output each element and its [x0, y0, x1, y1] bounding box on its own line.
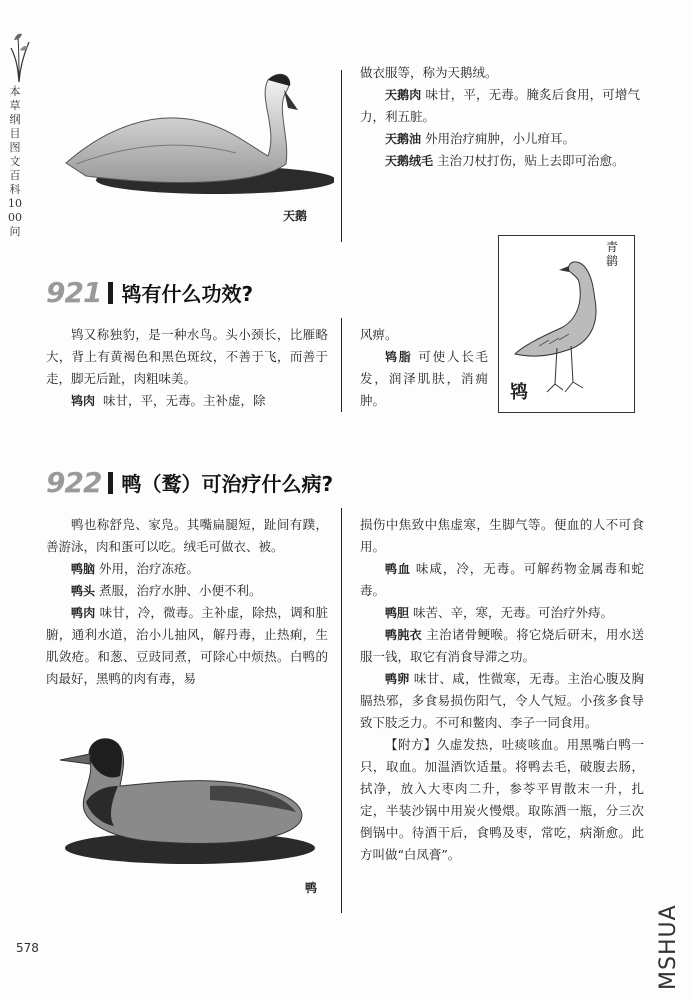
term: 鸭血: [385, 562, 411, 576]
watermark: MSHUA: [656, 904, 681, 990]
paragraph: 风痹。: [360, 327, 398, 342]
term: 鸭胆: [385, 606, 410, 620]
top-right-column: [360, 62, 640, 172]
entry-yadan: [360, 602, 644, 624]
entry-yatou: [46, 580, 328, 602]
entry-baorou: [46, 390, 328, 412]
swan-caption: 天鹅: [283, 209, 308, 223]
question-number: 921: [46, 276, 102, 309]
question-921-heading: [46, 276, 253, 309]
illustration-label-bottom: 鸨: [510, 382, 528, 403]
book-title-vertical: 本草纲目图文百科1000问: [8, 85, 22, 238]
term: 鸭脑: [71, 562, 96, 576]
entry-text: 主治诸骨鲠喉。将它烧后研末，用水送服一钱，取它有消食导滞之功。: [360, 627, 644, 664]
q922-left-column: [46, 514, 328, 690]
entry-yaxue: [360, 558, 644, 602]
entry-text: 味咸，冷，无毒。可解药物金属毒和蛇毒。: [360, 561, 644, 598]
heading-bar: [108, 282, 113, 304]
paragraph: 鸨又称独豹，是一种水鸟。头小颈长，比雁略大，背上有黄褐色和黑色斑纹，不善于飞，而善于走，脚无后趾，肉粗味美。: [46, 327, 328, 386]
term: 鸭头: [71, 584, 96, 598]
orchid-icon: [6, 30, 30, 86]
entry-text: 味甘，平，无毒。主补虚，除: [102, 393, 266, 408]
heading-bar: [108, 472, 113, 494]
question-title: 鸭（鹜）可治疗什么病?: [121, 472, 334, 496]
entry-tianerongmao: [360, 150, 640, 172]
entry-text: 味苦、辛，寒，无毒。可治疗外痔。: [413, 605, 614, 620]
term: 天鹅绒毛: [385, 154, 434, 168]
entry-text: 可使人长毛发，润泽肌肤，消痈肿。: [360, 349, 488, 408]
entry-yanao: [46, 558, 328, 580]
paragraph: 鸭也称舒凫、家凫。其嘴扁腿短，趾间有蹼，善游泳，肉和蛋可以吃。绒毛可做衣、被。: [46, 517, 328, 554]
term: 鸨肉: [71, 394, 96, 408]
term: 鸭肉: [71, 606, 96, 620]
term: 天鹅油: [385, 132, 422, 146]
entry-text: 主治刀杖打伤，贴上去即可治愈。: [437, 153, 625, 168]
entry-text: 味甘，冷，微毒。主补虚，除热，调和脏腑，通利水道，治小儿抽风，解丹毒，止热痢，生肌敛疮。和葱、豆豉同煮，可除心中烦热。白鸭的肉最好，黑鸭的肉有毒，易: [46, 605, 328, 686]
term: 鸭卵: [385, 672, 410, 686]
q921-left-column: [46, 324, 328, 412]
column-divider: [341, 70, 342, 242]
question-number: 922: [46, 466, 102, 499]
entry-text: 外用，治疗冻疮。: [99, 561, 200, 576]
entry-yaluan: [360, 668, 644, 734]
question-922-heading: [46, 466, 333, 499]
entry-tianeyou: [360, 128, 640, 150]
entry-text: 煮服，治疗水肿、小便不利。: [99, 583, 262, 598]
term: 鸨脂: [385, 350, 413, 364]
entry-text: 味甘，平，无毒。腌炙后食用，可增气力，利五脏。: [360, 87, 640, 124]
entry-text: 外用治疗痈肿，小儿疳耳。: [425, 131, 576, 146]
q922-right-column: [360, 514, 644, 866]
term: 鸭肫衣: [385, 628, 422, 642]
paragraph: 损伤中焦致中焦虚寒，生脚气等。便血的人不可食用。: [360, 517, 644, 554]
paragraph: 做衣服等，称为天鹅绒。: [360, 65, 498, 80]
duck-caption: 鸭: [305, 881, 318, 895]
duck-illustration: [50, 730, 315, 870]
column-divider: [341, 318, 342, 412]
entry-baozhi: [360, 346, 488, 412]
q921-right-column: [360, 324, 488, 412]
appendix-prescription: 【附方】久虚发热，吐痰咳血。用黑嘴白鸭一只，取血。加温酒饮适量。将鸭去毛，破腹去肠，拭净，放入大枣肉二升，参苓平胃散末一升，扎定，半装沙锅中用炭火慢煨。取陈酒一瓶，分三次倒锅中。待酒干后，食鸭及枣，常吃，病渐愈。此方叫做“白凤膏”。: [360, 737, 644, 862]
entry-yarou: [46, 602, 328, 690]
term: 天鹅肉: [385, 88, 422, 102]
entry-text: 味甘、咸，性微寒，无毒。主治心腹及胸膈热邪，多食易损伤阳气，令人气短。小孩多食导致下肢乏力。不可和鳖肉、李子一同食用。: [360, 671, 644, 730]
entry-tianerou: [360, 84, 640, 128]
entry-yazhunyi: [360, 624, 644, 668]
illustration-label-top: 青鹟: [606, 240, 619, 268]
swan-illustration: [46, 68, 334, 198]
column-divider: [341, 508, 342, 913]
question-title: 鸨有什么功效?: [121, 282, 254, 306]
page-number: 578: [16, 941, 39, 955]
